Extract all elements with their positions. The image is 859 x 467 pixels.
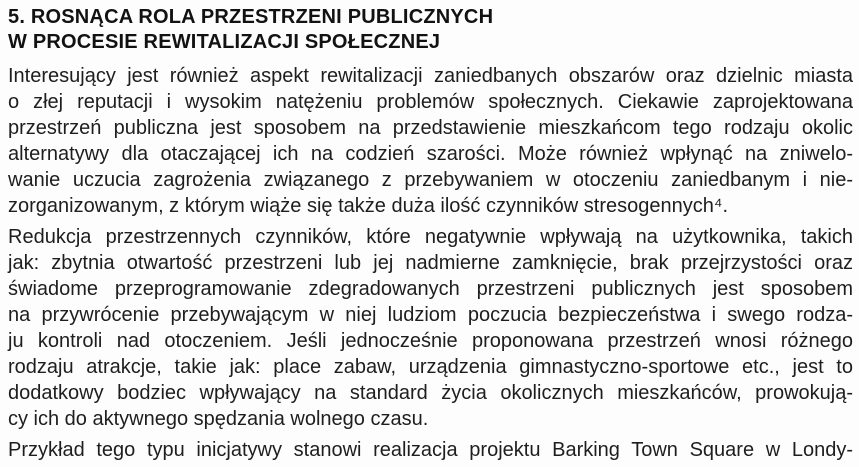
text-line: świadome przeprogramowanie zdegradowanych przestrzeni publicznych jest sposobem — [8, 278, 853, 300]
text-line: Przykład tego typu inicjatywy stanowi realizacja projektu Barking Town Square w Londy- — [8, 439, 853, 461]
paragraph-2 — [8, 224, 853, 432]
text-line: rodzaju atrakcje, takie jak: place zabaw, urządzenia gimnastyczno-sportowe etc., jest to — [8, 356, 853, 378]
text-line: Interesujący jest również aspekt rewitalizacji zaniedbanych obszarów oraz dzielnic miasta — [8, 65, 853, 87]
text-line: ju kontroli nad otoczeniem. Jeśli jednocześnie proponowana przestrzeń wnosi różnego — [8, 330, 853, 352]
heading-line: 5. ROSNĄCA ROLA PRZESTRZENI PUBLICZNYCH — [8, 6, 494, 28]
section-heading — [8, 5, 853, 55]
text-line: o złej reputacji i wysokim natężeniu problemów społecznych. Ciekawie zaprojektowana — [8, 91, 853, 113]
text-line: jak: zbytnia otwartość przestrzeni lub jej nadmierne zamknięcie, brak przejrzystości oraz — [8, 252, 853, 274]
paragraph-3 — [8, 437, 853, 463]
paragraph-1 — [8, 63, 853, 219]
text-line-with-footnote: zorganizowanym, z którym wiąże się także duża ilość czynników stresogennych⁴. — [8, 195, 728, 217]
text-line: wanie uczucia zagrożenia związanego z przebywaniem w otoczeniu zaniedbanym i nie- — [8, 169, 853, 191]
heading-line: W PROCESIE REWITALIZACJI SPOŁECZNEJ — [8, 31, 441, 53]
text-line: Redukcja przestrzennych czynników, które negatywnie wpływają na użytkownika, takich — [8, 226, 853, 248]
text-line: dodatkowy bodziec wpływający na standard życia okolicznych mieszkańców, prowokują- — [8, 382, 853, 404]
text-line: przestrzeń publiczna jest sposobem na przedstawienie mieszkańcom tego rodzaju okolic — [8, 117, 853, 139]
text-line: na przywrócenie przebywającym w niej ludziom poczucia bezpieczeństwa i swego rodza- — [8, 304, 853, 326]
text-line: alternatywy dla otaczającej ich na codzień szarości. Może również wpłynąć na zniwelo- — [8, 143, 853, 165]
text-line: cy ich do aktywnego spędzania wolnego czasu. — [8, 408, 429, 430]
